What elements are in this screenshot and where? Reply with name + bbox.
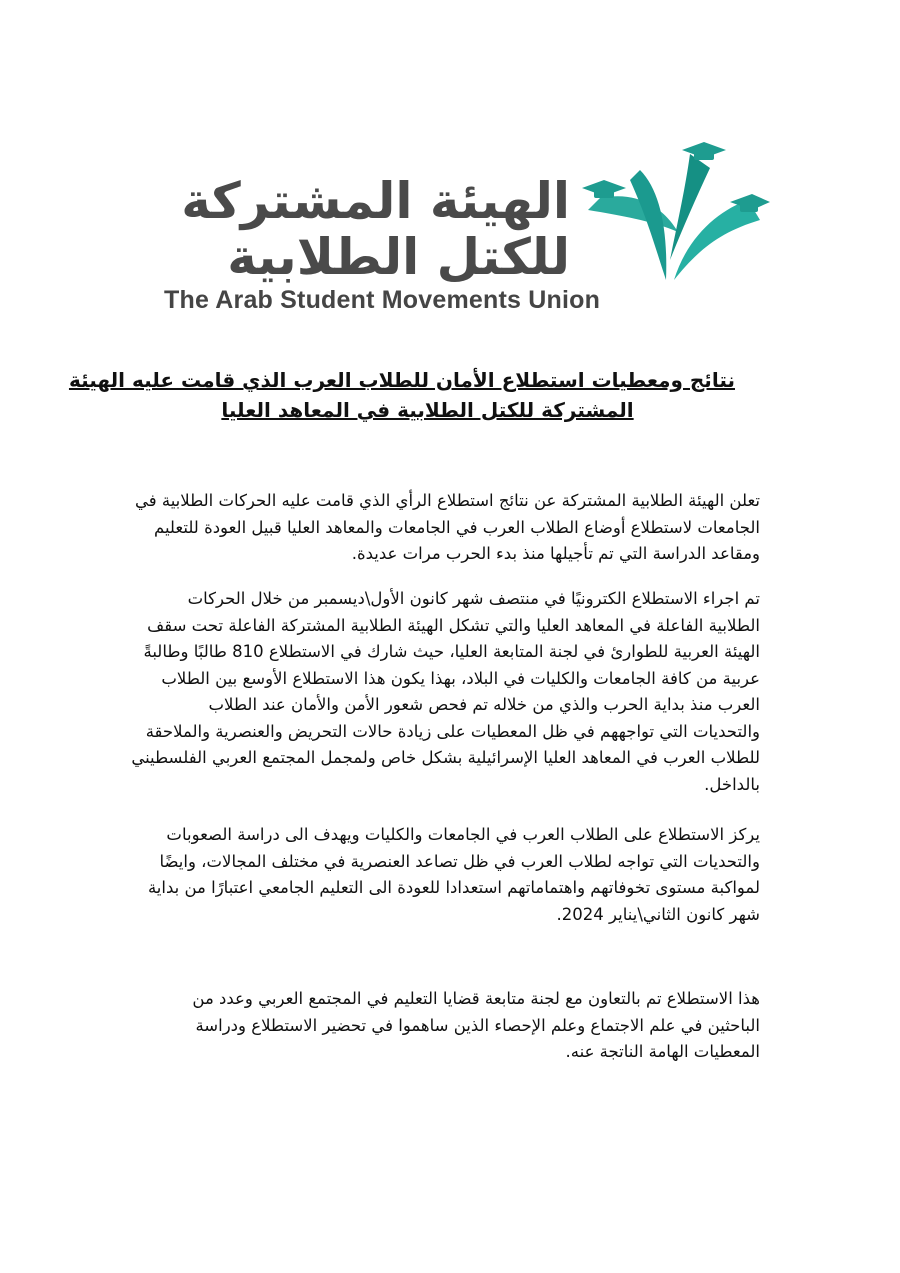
text-line: شهر كانون الثاني\يناير 2024. [556, 904, 760, 924]
logo-arabic-line-1: الهيئة المشتركة [181, 172, 570, 230]
paragraph-1 [120, 488, 760, 568]
text-line: يركز الاستطلاع على الطلاب العرب في الجامعات والكليات ويهدف الى دراسة الصعوبات [166, 825, 760, 844]
title-line: نتائج ومعطيات استطلاع الأمان للطلاب العرب الذي قامت عليه الهيئة [68, 368, 735, 392]
text-line: ومقاعد الدراسة التي تم تأجيلها منذ بدء الحرب مرات عديدة. [351, 544, 760, 563]
text-line: لمواكبة مستوى تخوفاتهم واهتماماتهم استعدادا للعودة الى التعليم الجامعي اعتبارًا من بداية [147, 878, 760, 897]
text-line: الطلابية الفاعلة في المعاهد العليا والتي تشكل الهيئة الطلابية المشتركة الفاعلة تحت سقف [147, 615, 760, 635]
document-title [68, 365, 735, 425]
paragraph-3 [120, 822, 760, 928]
text-line: هذا الاستطلاع تم بالتعاون مع لجنة متابعة قضايا التعليم في المجتمع العربي وعدد من [192, 989, 760, 1008]
text-line: الهيئة العربية للطوارئ في لجنة المتابعة العليا، حيث شارك في الاستطلاع 810 طالبًا وطالبةً [143, 642, 760, 661]
text-line: العرب منذ بداية الحرب والذي من خلاله تم فحص شعور الأمن والأمان عند الطلاب [208, 695, 760, 714]
text-line: الجامعات لاستطلاع أوضاع الطلاب العرب في الجامعات والمعاهد العليا قبيل العودة للتعليم [153, 517, 760, 537]
text-line: والتحديات التي تواجه لطلاب العرب في ظل تصاعد العنصرية في مختلف المجالات، وايضًا [159, 851, 760, 871]
organization-logo [150, 140, 770, 330]
paragraph-2 [120, 586, 760, 798]
paragraph-4 [120, 986, 760, 1066]
text-line: الباحثين في علم الاجتماع وعلم الإحصاء الذين ساهموا في تحضير الاستطلاع ودراسة [195, 1015, 760, 1035]
text-line: المعطيات الهامة الناتجة عنه. [565, 1042, 760, 1061]
title-line: المشتركة للكتل الطلابية في المعاهد العليا [221, 398, 634, 422]
text-line: تم اجراء الاستطلاع الكترونيًا في منتصف شهر كانون الأول\ديسمبر من خلال الحركات [187, 589, 760, 608]
text-line: بالداخل. [704, 774, 760, 794]
graduates-emblem-icon [570, 140, 770, 290]
text-line: عربية من كافة الجامعات والكليات في البلاد، بهذا يكون هذا الاستطلاع الأوسع بين الطلاب [161, 668, 760, 688]
text-line: للطلاب العرب في المعاهد العليا الإسرائيلية بشكل خاص ولمجمل المجتمع العربي الفلسطيني [131, 748, 760, 767]
logo-english-name: The Arab Student Movements Union [164, 286, 601, 314]
logo-arabic-line-2: للكتل الطلابية [227, 228, 570, 286]
text-line: والتحديات التي تواجههم في ظل المعطيات على زيادة حالات التحريض والعنصرية والملاحقة [145, 721, 760, 741]
text-line: تعلن الهيئة الطلابية المشتركة عن نتائج استطلاع الرأي الذي قامت عليه الحركات الطلابية في [134, 491, 760, 510]
